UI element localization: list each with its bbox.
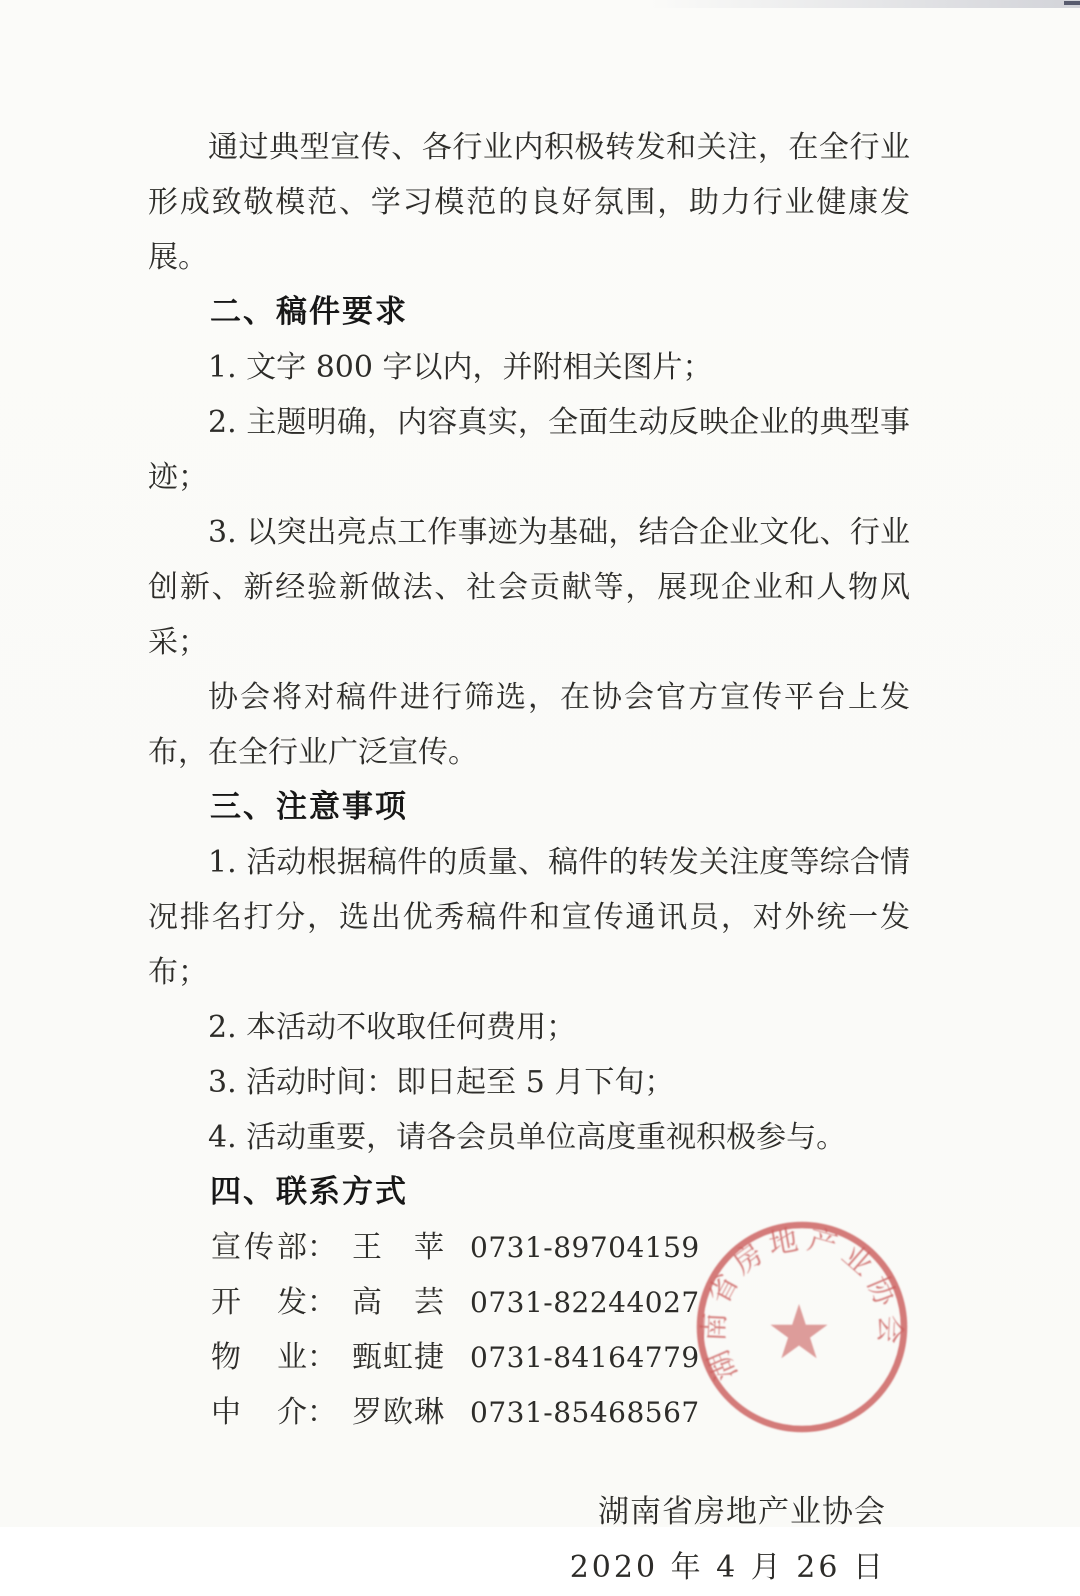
contact-phone: 0731-82244027 [470,1286,700,1319]
notes-item-3: 3. 活动时间：即日起至 5 月下旬； [208,1065,675,1100]
contact-name: 甄虹捷 [352,1340,444,1375]
seal-star-icon [771,1304,828,1358]
contact-colon: ： [307,1395,337,1430]
notes-item-2: 2. 本活动不收取任何费用； [208,1010,577,1045]
official-seal [692,1216,914,1438]
submission-item-2: 2. 主题明确，内容真实，全面生动反映企业的典型事迹； [148,405,910,495]
notes-item-4: 4. 活动重要，请各会员单位高度重视积极参与。 [208,1120,847,1155]
signature-org: 湖南省房地产业协会 [598,1494,886,1530]
scan-edge-tick [1064,1,1080,5]
section-heading-notes: 三、注意事项 [210,789,408,825]
contact-phone: 0731-89704159 [470,1231,700,1264]
contact-name: 高芸 [352,1285,444,1320]
contact-dept: 物业 [211,1340,307,1375]
contact-dept: 宣传部 [211,1230,307,1265]
screening-paragraph: 协会将对稿件进行筛选，在协会官方宣传平台上发布，在全行业广泛宣传。 [148,680,910,770]
contact-phone: 0731-85468567 [470,1396,700,1429]
contact-colon: ： [307,1230,337,1265]
intro-paragraph: 通过典型宣传、各行业内积极转发和关注，在全行业形成致敬模范、学习模范的良好氛围，助力行业健康发展。 [148,130,910,275]
notes-item-1: 1. 活动根据稿件的质量、稿件的转发关注度等综合情况排名打分，选出优秀稿件和宣传通讯员，对外统一发布； [148,845,910,990]
signature-date: 2020 年 4 月 26 日 [569,1550,886,1585]
contact-name: 罗欧琳 [352,1395,444,1430]
scan-edge-artifact [650,0,1080,8]
contact-dept: 中介 [211,1395,307,1430]
section-heading-submission: 二、稿件要求 [210,294,408,330]
section-heading-contact: 四、联系方式 [210,1174,408,1210]
contact-colon: ： [307,1340,337,1375]
submission-item-1: 1. 文字 800 字以内，并附相关图片； [208,350,713,385]
signature-block [148,1484,910,1596]
seal-text: 湖南省房地产业协会 [696,1221,908,1386]
contact-dept: 开发 [211,1285,307,1320]
submission-item-3: 3. 以突出亮点工作事迹为基础，结合企业文化、行业创新、新经验新做法、社会贡献等，展现企业和人物风采； [148,515,910,660]
contact-phone: 0731-84164779 [470,1341,700,1374]
contact-name: 王苹 [352,1230,444,1265]
contact-colon: ： [307,1285,337,1320]
seal-ring-text [692,1216,914,1387]
